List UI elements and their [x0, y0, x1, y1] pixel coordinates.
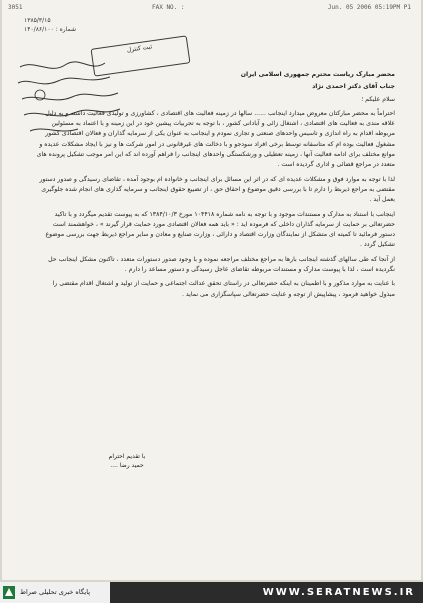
signature-closing: با تقدیم احترام — [108, 453, 146, 460]
letter-paragraph-2: لذا با توجه به موارد فوق و مشکلات عدیده ای که در اثر این مسائل برای اینجانب و خانواده ام بوجود آمده ، تقاضای رسیدگی و صدور دستور مقتضی به مراجع ذیربط را دارم تا با بررسی دقیق موضوع و احقاق حق ، از تضییع حقوق اینجانب و سرمایه گذاری های انجام شده جلوگیری بعمل آید . — [39, 175, 395, 204]
fax-header-timestamp: Jun. 05 2006 05:19PM P1 — [327, 4, 411, 11]
letter-paragraph-5: با عنایت به موارد مذکور و با اطمینان به اینکه حضرتعالی در راستای تحقق عدالت اجتماعی و حمایت از تولید و اشتغال اقدام مقتضی را مبذول خواهید فرمود ، پیشاپیش از توجه و عنایت حضرتعالی سپاسگزاری می نماید . — [52, 280, 395, 298]
fax-header — [2, 2, 421, 14]
news-footer-bar — [0, 582, 423, 603]
news-agency-label[interactable] — [0, 582, 110, 603]
stamp-text: ثبت کنترل — [126, 43, 153, 54]
signature-block — [82, 452, 172, 470]
serat-logo-icon — [2, 585, 16, 600]
letter-date: ۱۳۸۵/۳/۱۵ — [24, 17, 51, 24]
letter-address-line-2: جناب آقای دکتر احمدی نژاد — [312, 83, 395, 91]
letter-paragraph-1: احتراماً به محضر مبارکتان معروض میدارد اینجانب ...... سالها در زمینه فعالیت های اقتصادی ، کشاورزی و تولیدی فعالیت داشته و به دلیل علاقه مندی به فعالیت های اقتصادی ، اشتغال زائی و آبادانی کشور ، با توجه به تجربیات پیشین خود در این زمینه و با اعتماد به مسئولین مربوطه اقدام به راه اندازی و تاسیس واحدهای صنعتی و تجاری نمودم و اینجانب به عنوان یکی از سرمایه گذاران و فعالان اقتصادی کشور مشغول فعالیت بوده ام که متاسفانه توسط برخی افراد سودجو و با دخالت های غیرقانونی در امور شرکت ها و نیز با ایجاد مشکلات عدیده و موانع مختلف برای ادامه فعالیت آنها ، زمینه تعطیلی و ورشکستگی واحدهای اینجانب را فراهم آورده اند که این امر موجب تشکیل پرونده های متعدد در مراجع قضائی و اداری گردیده است . — [36, 109, 395, 169]
fax-header-number: FAX NO. : — [152, 4, 185, 11]
fax-header-left: 3051 — [8, 4, 23, 11]
news-site-url[interactable]: WWW.SERATNEWS.IR — [262, 587, 415, 598]
news-agency-name: پایگاه خبری تحلیلی صراط — [19, 588, 91, 596]
letter-number: شماره : ۱۴۰/۸۶/۱۰۰ — [24, 26, 77, 33]
letter-paragraph-3: اینجانب با استناد به مدارک و مستندات موجود و با توجه به نامه شماره ۱۰۴۴۱۸ مورخ ۱۳۸۴/۱۰/۳ که به پیوست تقدیم میگردد و با تاکید حضرتعالی بر حمایت از سرمایه گذاران داخلی که فرموده اید : « باید همه فعالان اقتصادی مورد حمایت قرار گیرند » ، خواهشمند است دستور فرمائید تا کمیته ای متشکل از نمایندگان وزارت اقتصاد و دارائی ، وزارت صنایع و معادن و سایر مراجع ذیربط جهت بررسی موضوع تشکیل گردد . — [45, 210, 395, 249]
signature-name: حمید رضا .... — [110, 462, 144, 469]
letter-greeting: سلام علیکم ؛ — [361, 95, 395, 103]
document-page — [2, 0, 421, 580]
letter-meta — [24, 16, 76, 34]
letter-address-line-1: محضر مبارک ریاست محترم جمهوری اسلامی ایران — [240, 71, 395, 78]
letter-body — [35, 70, 395, 302]
letter-paragraph-4: از آنجا که طی سالهای گذشته اینجانب بارها به مراجع مختلف مراجعه نموده و با وجود صدور دستورات متعدد ، تاکنون مشکل اینجانب حل نگردیده است ، لذا با پیوست مدارک و مستندات مربوطه تقاضای عاجل رسیدگی و دستور مساعد را دارم . — [48, 255, 395, 274]
